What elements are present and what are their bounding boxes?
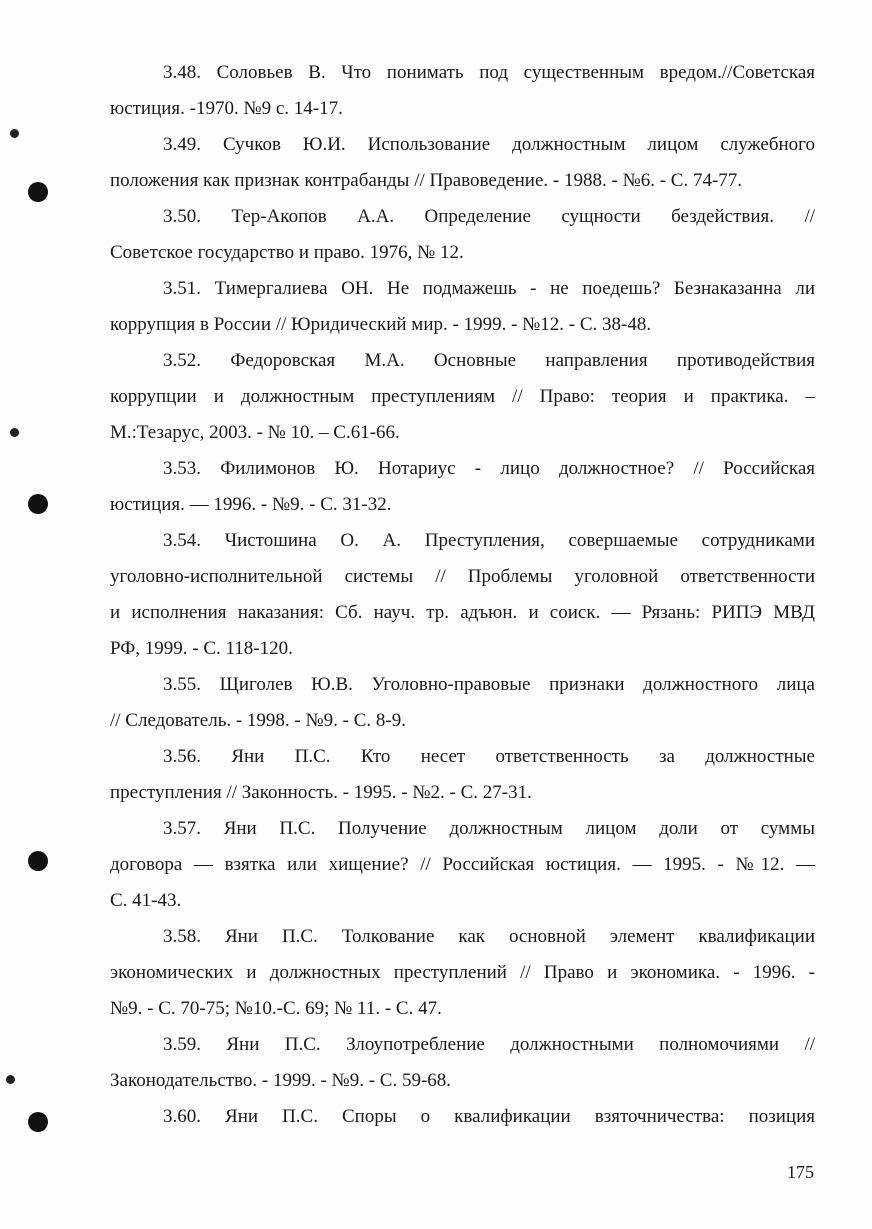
entry-line: 3.52. Федоровская М.А. Основные направления противодействия — [163, 350, 815, 371]
scan-speck — [10, 129, 19, 138]
entry-line: уголовно-исполнительной системы // Проблемы уголовной ответственности — [110, 566, 815, 587]
entry-line: 3.50. Тер-Акопов А.А. Определение сущности бездействия. // — [163, 206, 815, 227]
entry-line: коррупция в России // Юридический мир. - 1999. - №12. - С. 38-48. — [110, 314, 652, 335]
bibliography-entry-3-55 — [110, 667, 815, 739]
bibliography-entry-3-59 — [110, 1027, 815, 1099]
bibliography-entry-3-57 — [110, 811, 815, 919]
entry-line: юстиция. -1970. №9 с. 14-17. — [110, 98, 343, 119]
bibliography-entry-3-49 — [110, 127, 815, 199]
scan-speck — [6, 1075, 15, 1084]
entry-line: 3.51. Тимергалиева ОН. Не подмажешь - не поедешь? Безнаказанна ли — [163, 278, 815, 299]
bibliography-entry-3-54 — [110, 523, 815, 667]
punch-hole — [28, 851, 48, 871]
entry-line: // Следователь. - 1998. - №9. - С. 8-9. — [110, 710, 406, 731]
entry-line: коррупции и должностным преступлениям // Право: теория и практика. – — [110, 386, 815, 407]
entry-line: 3.57. Яни П.С. Получение должностным лицом доли от суммы — [163, 818, 815, 839]
bibliography-entry-3-48 — [110, 55, 815, 127]
bibliography-entry-3-56 — [110, 739, 815, 811]
entry-line: 3.54. Чистошина О. А. Преступления, совершаемые сотрудниками — [163, 530, 815, 551]
entry-line: 3.56. Яни П.С. Кто несет ответственность за должностные — [163, 746, 815, 767]
bibliography-entry-3-50 — [110, 199, 815, 271]
entry-line: Законодательство. - 1999. - №9. - С. 59-68. — [110, 1070, 452, 1091]
entry-line: договора — взятка или хищение? // Российская юстиция. — 1995. - №12. — — [110, 854, 815, 875]
page-number: 175 — [787, 1162, 814, 1182]
entry-line: С. 41-43. — [110, 890, 182, 911]
bibliography-entry-3-51 — [110, 271, 815, 343]
entry-line: М.:Тезарус, 2003. - № 10. – С.61-66. — [110, 422, 400, 443]
punch-hole — [28, 182, 48, 202]
entry-line: 3.55. Щиголев Ю.В. Уголовно-правовые признаки должностного лица — [163, 674, 815, 695]
entry-line: РФ, 1999. - С. 118-120. — [110, 638, 293, 659]
bibliography-entry-3-53 — [110, 451, 815, 523]
scan-speck — [10, 428, 19, 437]
punch-hole — [28, 494, 48, 514]
entry-line: Советское государство и право. 1976, № 12. — [110, 242, 464, 263]
entry-line: и исполнения наказания: Сб. науч. тр. адъюн. и соиск. — Рязань: РИПЭ МВД — [110, 602, 815, 623]
entry-line: 3.49. Сучков Ю.И. Использование должностным лицом служебного — [163, 134, 815, 155]
entry-line: 3.48. Соловьев В. Что понимать под существенным вредом.//Советская — [163, 62, 815, 83]
entry-line: юстиция. — 1996. - №9. - С. 31-32. — [110, 494, 392, 515]
bibliography-list — [110, 55, 815, 1135]
entry-line: экономических и должностных преступлений // Право и экономика. - 1996. - — [110, 962, 815, 983]
entry-line: преступления // Законность. - 1995. - №2. - С. 27-31. — [110, 782, 532, 803]
bibliography-entry-3-60 — [110, 1099, 815, 1135]
entry-line: №9. - С. 70-75; №10.-С. 69; № 11. - С. 47. — [110, 998, 442, 1019]
punch-hole — [28, 1112, 48, 1132]
bibliography-entry-3-52 — [110, 343, 815, 451]
entry-line: 3.59. Яни П.С. Злоупотребление должностными полномочиями // — [163, 1034, 815, 1055]
bibliography-entry-3-58 — [110, 919, 815, 1027]
entry-line: 3.53. Филимонов Ю. Нотариус - лицо должностное? // Российская — [163, 458, 815, 479]
entry-line: 3.60. Яни П.С. Споры о квалификации взяточничества: позиция — [163, 1106, 815, 1127]
entry-line: 3.58. Яни П.С. Толкование как основной элемент квалификации — [163, 926, 815, 947]
entry-line: положения как признак контрабанды // Правоведение. - 1988. - №6. - С. 74-77. — [110, 170, 743, 191]
